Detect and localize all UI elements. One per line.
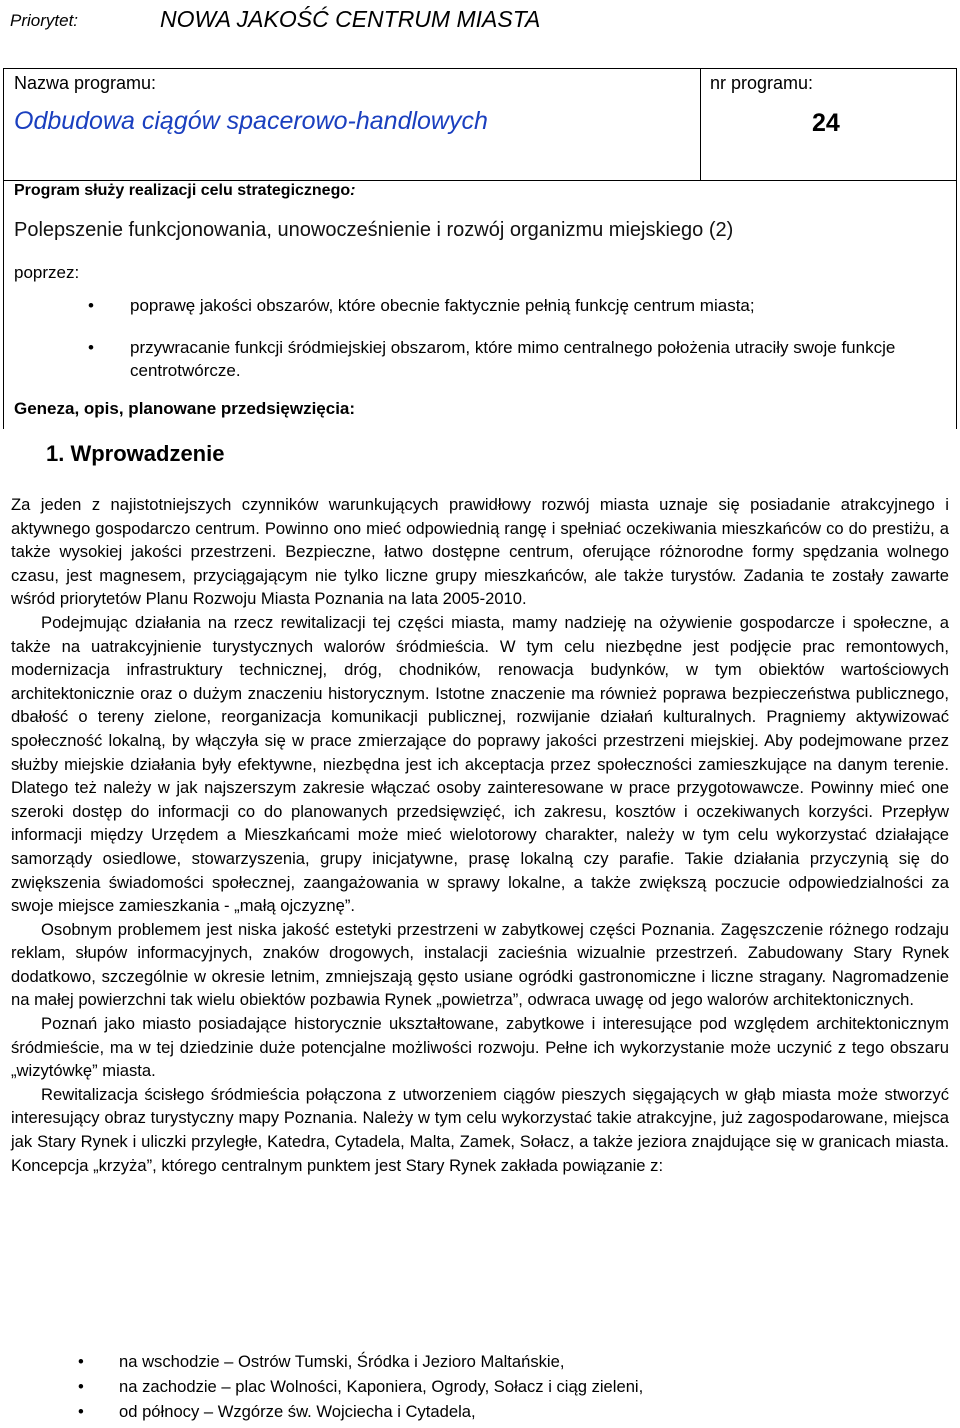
program-number-label: nr programu: [710, 73, 814, 93]
bullet-icon: • [88, 338, 94, 357]
program-column-divider [700, 69, 701, 180]
paragraph: Za jeden z najistotniejszych czynników warunkujących prawidłowy rozwój miasta uznaje się posiadanie atrakcyjnego i aktywnego gospodarczo centrum. Powinno ono mieć odpowiednią rangę i spełniać oczekiwania mieszkańców co do prestiżu, a także wysokiej jakości przestrzeni. Bezpieczne, łatwo dostępne centrum, oferujące różnorodne formy spędzania wolnego czasu, jest magnesem, przyciągającym nie tylko liczne grupy mieszkańców, ale także turystów. Zadania te zostały zawarte wśród priorytetów Planu Rozwoju Miasta Poznania na lata 2005-2010. [11, 495, 949, 609]
connection-list [78, 1349, 948, 1424]
section-heading: 1. Wprowadzenie [46, 441, 225, 466]
bullet-icon: • [78, 1377, 84, 1396]
list-item-text: od północy – Wzgórze św. Wojciecha i Cytadela, [119, 1402, 476, 1421]
bullet-icon: • [78, 1402, 84, 1421]
program-name: Odbudowa ciągów spacerowo-handlowych [14, 107, 488, 135]
list-item-text: na zachodzie – plac Wolności, Kaponiera, Ogrody, Sołacz i ciąg zieleni, [119, 1377, 644, 1396]
program-row-divider [4, 180, 956, 181]
goal-bullet-text: przywracanie funkcji śródmiejskiej obszarom, które mimo centralnego położenia utraciły swoje funkcje centrotwórcze. [130, 338, 896, 380]
paragraph: Rewitalizacja ścisłego śródmieścia połączona z utworzeniem ciągów pieszych sięgających w głąb miasta może stworzyć interesujący obraz turystyczny mapy Poznania. Należy w tym celu wykorzystać takie atrakcyjne, już zagospodarowane, miejsca jak Stary Rynek i uliczki przyległe, Katedra, Cytadela, Malta, Zamek, Sołacz, a także jeziora znajdujące się w granicach miasta. Koncepcja „krzyża”, którego centralnym punktem jest Stary Rynek zakłada powiązanie z: [11, 1084, 949, 1175]
priority-label: Priorytet: [10, 11, 79, 30]
list-item [78, 1399, 948, 1424]
strategic-goal-label-text: Program służy realizacji celu strategicznego [14, 182, 351, 199]
body-text [11, 493, 949, 1177]
paragraph: Poznań jako miasto posiadające historycznie ukształtowane, zabytkowe i interesujące pod względem architektonicznym śródmieście, ma w tej dziedzinie duże potencjalne możliwości rozwoju. Pełne ich wykorzystanie może uczynić z tego obszaru „wizytówkę” miasta. [11, 1014, 949, 1081]
list-item-text: na wschodzie – Ostrów Tumski, Śródka i Jezioro Maltańskie, [119, 1352, 565, 1371]
strategic-goal-text: Polepszenie funkcjonowania, unowocześnienie i rozwój organizmu miejskiego (2) [14, 219, 734, 241]
paragraph: Podejmując działania na rzecz rewitalizacji tej części miasta, mamy nadzieję na ożywienie gospodarcze i społeczne, a także na uatrakcyjnienie turystycznych walorów śródmieścia. W tym celu niezbędne jest podjęcie prac remontowych, modernizacja infrastruktury technicznej, dróg, chodników, renowacja budynków, w tym obiektów wartościowych architektonicznie oraz o dużym znaczeniu historycznym. Istotne znaczenie ma również poprawa bezpieczeństwa publicznego, dbałość o tereny zielone, reorganizacja komunikacji publicznej, rozwijanie działań kulturalnych. Pragniemy aktywizować społeczność lokalną, by włączyła się w prace zmierzające do poprawy jakości przestrzeni miejskiej. Aby podejmowane przez służby miejskie działania były efektywne, niezbędna jest ich akceptacja przez społeczności zamieszkujące na danym terenie. Dlatego też należy w jak najszerszym zakresie włączać osoby zainteresowane w prace przygotowawcze. Powinny mieć one szeroki dostęp do informacji co do planowanych przedsięwzięć, ich zakresu, kosztów i oczekiwanych korzyści. Przepływ informacji między Urzędem a Mieszkańcami może mieć wielotorowy charakter, należy w tym celu wykorzystać działające samorządy osiedlowe, stowarzyszenia, grupy inicjatywne, prasę lokalną czy parafie. Takie działania przyczynią się do zwiększenia świadomości społecznej, zaangażowania w sprawy lokalne, a także zwiększą poczucie odpowiedzialności za swoje miejsce zamieszkania - „małą ojczyznę”. [11, 612, 949, 916]
priority-title: NOWA JAKOŚĆ CENTRUM MIASTA [160, 6, 541, 32]
list-item [78, 1349, 948, 1374]
list-item [78, 1374, 948, 1399]
program-number: 24 [812, 109, 840, 137]
strategic-goal-label-colon: : [350, 182, 356, 199]
strategic-goal-label [14, 182, 355, 200]
bullet-icon: • [88, 296, 94, 315]
through-label: poprzez: [14, 263, 80, 282]
genesis-label: Geneza, opis, planowane przedsięwzięcia: [14, 399, 356, 418]
paragraph: Osobnym problemem jest niska jakość estetyki przestrzeni w zabytkowej części Poznania. Zagęszczenie różnego rodzaju reklam, słupów informacyjnych, znaków drogowych, instalacji zacieśnia wizualnie przestrzeń. Zabudowany Stary Rynek dodatkowo, szczególnie w okresie letnim, zmniejszają gęsto usiane ogródki gastronomiczne i liczne stragany. Nagromadzenie na małej powierzchni tak wielu obiektów pozbawia Rynek „powietrza”, odwraca uwagę od jego walorów architektonicznych. [11, 919, 949, 1010]
program-name-label: Nazwa programu: [14, 73, 157, 93]
program-info-frame [3, 68, 957, 429]
bullet-icon: • [78, 1352, 84, 1371]
goal-bullet-item [88, 336, 948, 382]
goal-bullet-text: poprawę jakości obszarów, które obecnie faktycznie pełnią funkcję centrum miasta; [130, 296, 755, 315]
